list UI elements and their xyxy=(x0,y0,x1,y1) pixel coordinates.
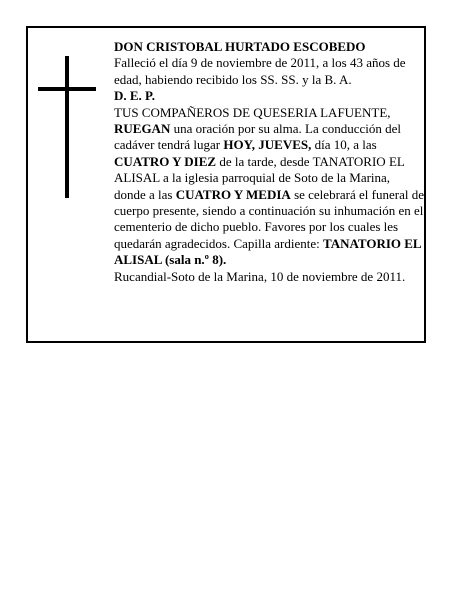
place-date-line: Rucandial-Soto de la Marina, 10 de noviembre de 2011. xyxy=(114,268,406,284)
body-part-3: una oración por su alma. La conducción del cadáver tendrá lugar xyxy=(114,121,402,153)
body-part-10: TANATORIO EL ALISAL (sala n.º 8). xyxy=(114,235,421,268)
cross-icon xyxy=(38,56,96,198)
death-statement: Falleció el día 9 de noviembre de 2011, a los 43 años de edad, habiendo recibido los SS. SS. y la B. A. xyxy=(114,55,406,87)
obituary-notice xyxy=(26,26,426,343)
body-part-7: de la tarde, desde TANATORIO EL ALISAL a la iglesia parroquial de Soto de la Marina, donde a las xyxy=(114,153,405,202)
body-part-1: TUS COMPAÑEROS DE QUESERIA LAFUENTE, xyxy=(114,104,391,120)
body-part-9: se celebrará el funeral de cuerpo presente, siendo a continuación su inhumación en el cementerio de dicho pueblo. Favores por los cuales les quedarán agradecidos. Capilla ardiente: xyxy=(114,186,424,251)
body-part-8: CUATRO Y MEDIA xyxy=(175,186,291,202)
cross-horizontal-bar xyxy=(38,87,96,91)
body-part-2: RUEGAN xyxy=(114,121,171,137)
notice-text xyxy=(114,39,424,285)
body-part-4: HOY, JUEVES, xyxy=(223,137,312,153)
rip-line: D. E. P. xyxy=(114,88,156,104)
body-part-6: CUATRO Y DIEZ xyxy=(114,153,217,169)
body-part-5: día 10, a las xyxy=(311,137,377,153)
deceased-name: DON CRISTOBAL HURTADO ESCOBEDO xyxy=(114,39,366,54)
cross-vertical-bar xyxy=(65,56,69,198)
notice-body xyxy=(114,105,424,269)
